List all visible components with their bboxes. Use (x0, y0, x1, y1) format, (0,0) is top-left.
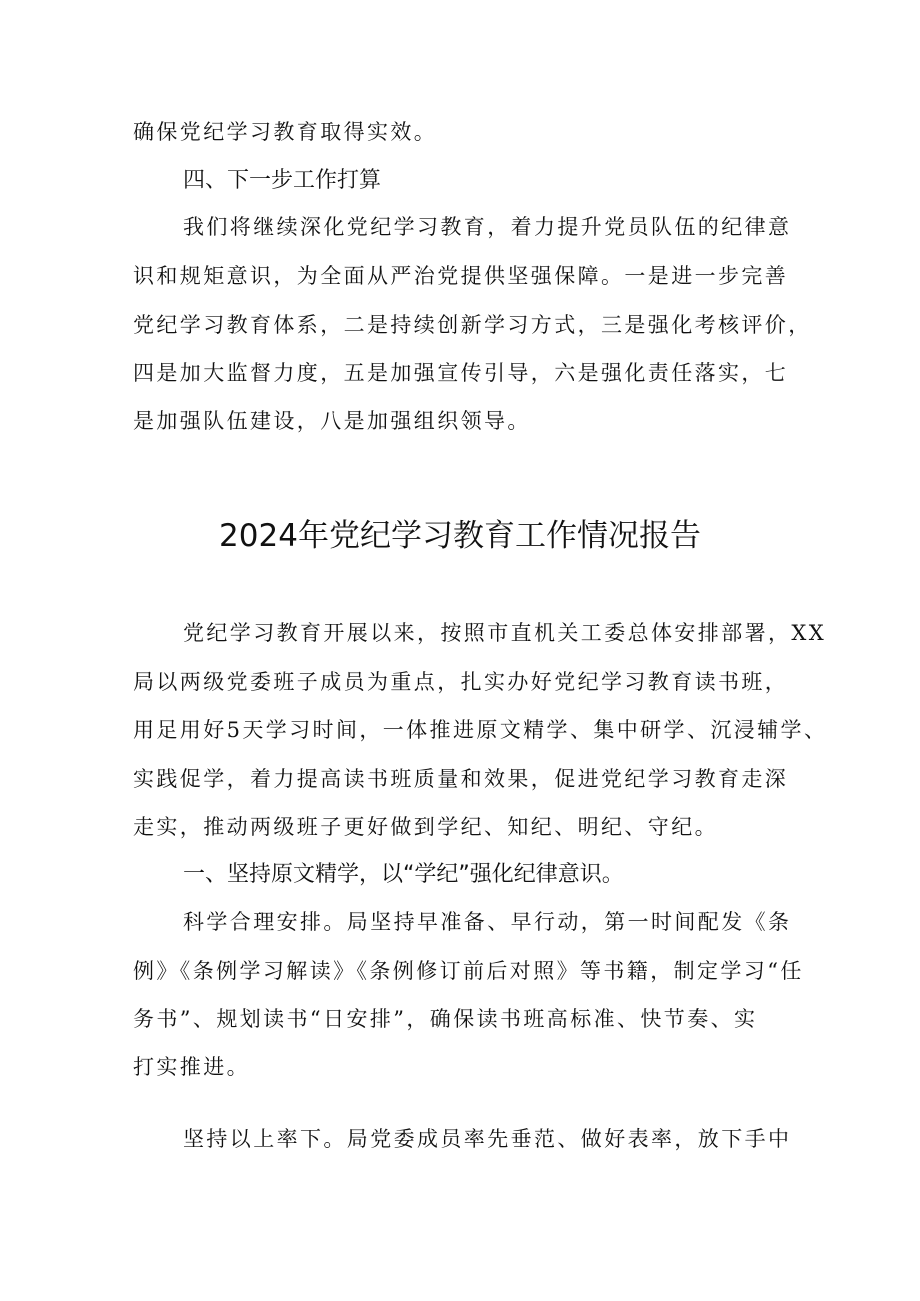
paragraph-line: 党纪学习教育体系，二是持续创新学习方式，三是强化考核评价， (133, 313, 812, 337)
report-title: 2024年党纪学习教育工作情况报告 (219, 518, 701, 554)
paragraph-line: 识和规矩意识，为全面从严治党提供坚强保障。一是进一步完善 (133, 264, 789, 288)
paragraph-line: 走实，推动两级班子更好做到学纪、知纪、明纪、守纪。 (133, 815, 718, 839)
paragraph-line: 例》《条例学习解读》《条例修订前后对照》等书籍，制定学习“任 (133, 959, 804, 983)
paragraph-line: 四是加大监督力度，五是加强宣传引导，六是强化责任落实，七 (133, 361, 789, 385)
paragraph-line: 科学合理安排。局坚持早准备、早行动，第一时间配发《条 (183, 910, 792, 934)
paragraph-line: 党纪学习教育开展以来，按照市直机关工委总体安排部署，XX (183, 621, 827, 645)
paragraph-line: 打实推进。 (133, 1055, 250, 1079)
paragraph-line: 是加强队伍建设，八是加强组织领导。 (133, 409, 531, 433)
paragraph-line: 实践促学，着力提高读书班质量和效果，促进党纪学习教育走深 (133, 767, 789, 791)
paragraph-line: 务书”、规划读书“日安排”，确保读书班高标准、快节奏、实 (133, 1007, 758, 1031)
paragraph-line: 用足用好5天学习时间，一体推进原文精学、集中研学、沉浸辅学、 (133, 718, 828, 742)
paragraph-tail: 确保党纪学习教育取得实效。 (133, 120, 438, 144)
paragraph-line: 坚持以上率下。局党委成员率先垂范、做好表率，放下手中 (183, 1127, 792, 1151)
section-heading-next-steps: 四、下一步工作打算 (183, 168, 382, 193)
paragraph-line: 局以两级党委班子成员为重点，扎实办好党纪学习教育读书班， (133, 670, 789, 694)
section-heading-original-study: 一、坚持原文精学，以“学纪”强化纪律意识。 (183, 862, 624, 887)
paragraph-line: 我们将继续深化党纪学习教育，着力提升党员队伍的纪律意 (183, 215, 792, 239)
